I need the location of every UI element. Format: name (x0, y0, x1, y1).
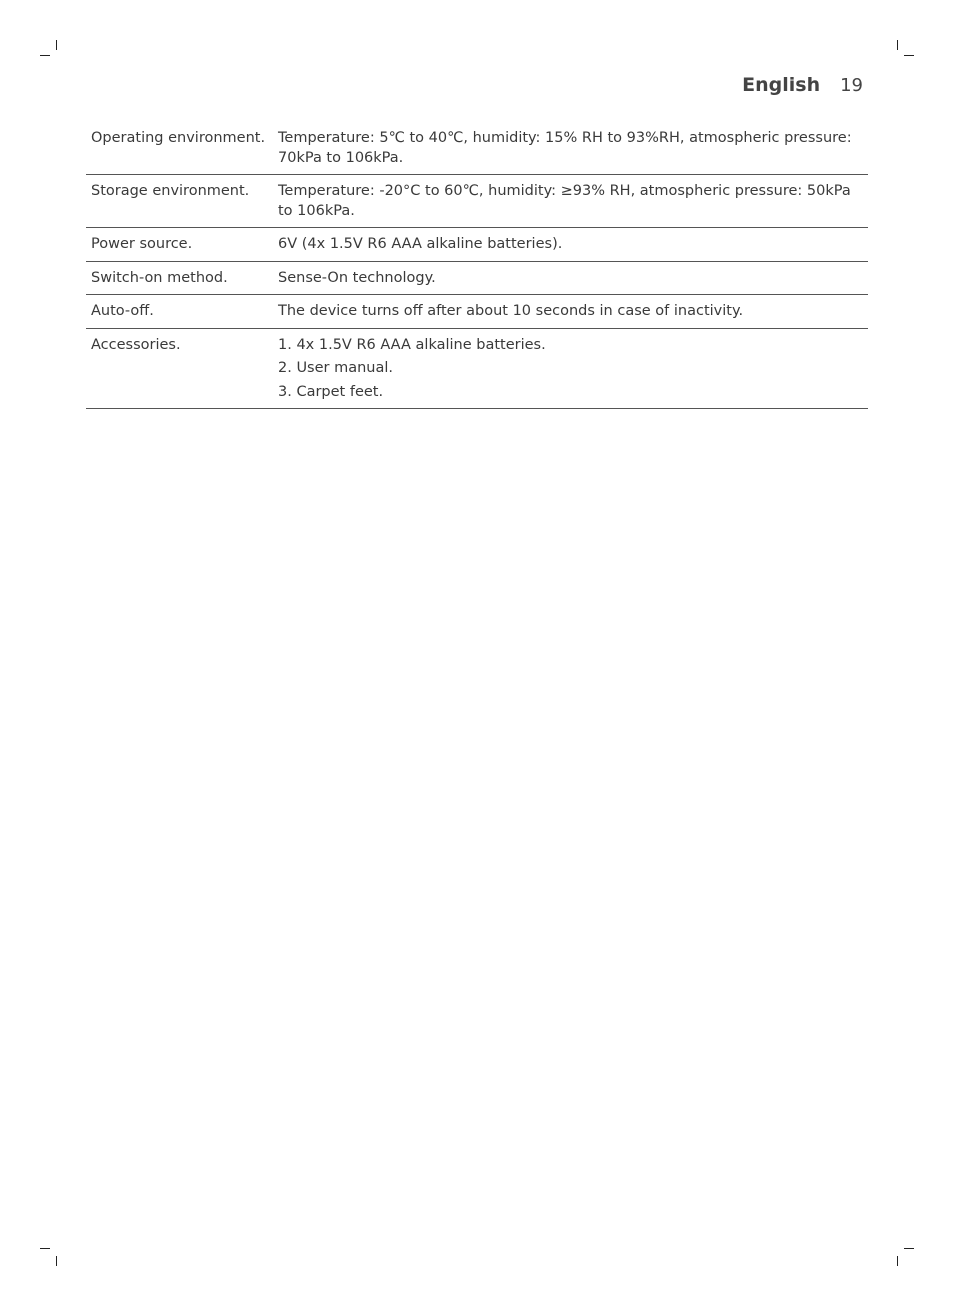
crop-mark (897, 1256, 898, 1266)
crop-mark (56, 40, 57, 50)
spec-label: Accessories. (86, 328, 273, 409)
list-item: 1. 4x 1.5V R6 AAA alkaline batteries. (278, 336, 546, 353)
spec-value: The device turns off after about 10 seconds in case of inactivity. (273, 295, 868, 329)
table-row (86, 122, 868, 175)
page-number: 19 (840, 75, 863, 96)
spec-label: Switch-on method. (86, 261, 273, 295)
accessories-list (273, 328, 868, 409)
crop-mark (56, 1256, 57, 1266)
page-header (742, 74, 863, 96)
language-title: English (742, 74, 821, 96)
specifications-table (86, 122, 868, 409)
crop-mark (40, 1248, 50, 1249)
crop-mark (897, 40, 898, 50)
spec-value: 6V (4x 1.5V R6 AAA alkaline batteries). (273, 228, 868, 262)
spec-label: Storage environment. (86, 175, 273, 228)
crop-mark (904, 55, 914, 56)
table-row (86, 295, 868, 329)
table-row (86, 228, 868, 262)
spec-value: Sense-On technology. (273, 261, 868, 295)
spec-label: Power source. (86, 228, 273, 262)
spec-value: Temperature: -20°C to 60℃, humidity: ≥93% RH, atmospheric pressure: 50kPa to 106kPa. (273, 175, 868, 228)
table-row (86, 261, 868, 295)
table-row (86, 328, 868, 409)
spec-value: Temperature: 5℃ to 40℃, humidity: 15% RH to 93%RH, atmospheric pressure: 70kPa to 106kPa. (273, 122, 868, 175)
list-item: 3. Carpet feet. (278, 383, 384, 400)
table-row (86, 175, 868, 228)
spec-label: Operating environment. (86, 122, 273, 175)
crop-mark (40, 55, 50, 56)
spec-label: Auto-off. (86, 295, 273, 329)
list-item: 2. User manual. (278, 360, 394, 376)
crop-mark (904, 1248, 914, 1249)
